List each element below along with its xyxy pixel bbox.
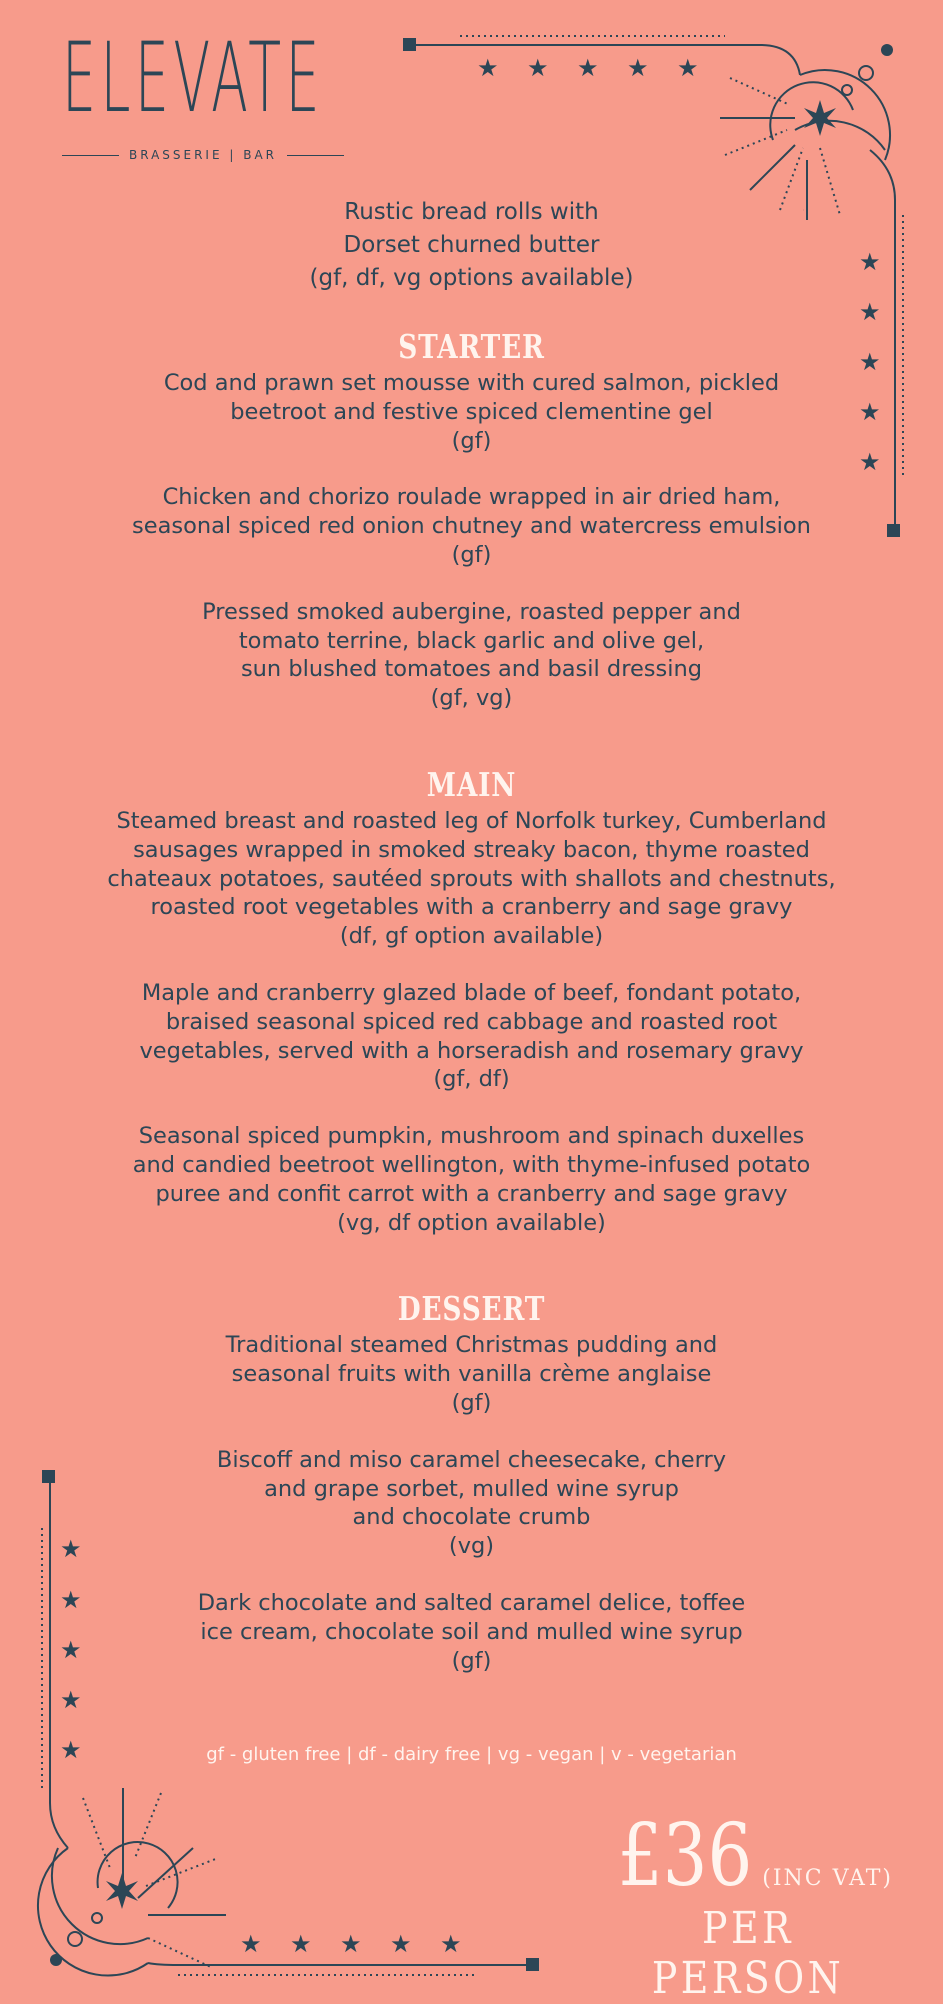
price-block — [598, 1808, 898, 2004]
star-icon: ★ — [859, 448, 881, 476]
star-icon: ★ — [240, 1930, 262, 1958]
bread-course: Rustic bread rolls with Dorset churned butter (gf, df, vg options available) — [309, 199, 634, 291]
star-icon: ★ — [677, 54, 699, 82]
price-amount: £36 — [617, 1806, 753, 1906]
dish-item: Cod and prawn set mousse with cured salmon, pickled beetroot and festive spiced clementine gel (gf) — [163, 370, 780, 454]
starburst-icon — [106, 1873, 138, 1909]
dish-item: Maple and cranberry glazed blade of beef, fondant potato, braised seasonal spiced red cabbage and roasted root vegetables, served with a horseradish and rosemary gravy (gf, df) — [139, 979, 804, 1093]
dish-item: Seasonal spiced pumpkin, mushroom and spinach duxelles and candied beetroot wellington, with thyme-infused potato puree and confit carrot with a cranberry and sage gravy (vg, df option available) — [132, 1123, 811, 1236]
star-icon: ★ — [477, 54, 499, 82]
star-icon: ★ — [60, 1535, 82, 1563]
star-icon: ★ — [60, 1736, 82, 1764]
brand-tagline-row — [62, 148, 344, 162]
square-marker — [887, 524, 900, 537]
star-icon: ★ — [340, 1930, 362, 1958]
divider — [287, 155, 344, 156]
dish-item: Dark chocolate and salted caramel delice, toffee ice cream, chocolate soil and mulled wine syrup (gf) — [197, 1589, 746, 1674]
square-marker — [403, 38, 416, 51]
star-icon: ★ — [60, 1686, 82, 1714]
menu-content — [70, 196, 873, 1675]
section-title-main: MAIN — [426, 764, 517, 804]
square-marker — [42, 1470, 55, 1483]
dish-item: Steamed breast and roasted leg of Norfolk turkey, Cumberland sausages wrapped in smoked streaky bacon, thyme roasted chateaux potatoes, sautéed sprouts with shallots and chestnuts, roasted root vegetables with a cranberry and sage gravy (df, gf option available) — [107, 807, 836, 950]
section-title-starter: STARTER — [398, 327, 545, 366]
dish-item: Pressed smoked aubergine, roasted pepper and tomato terrine, black garlic and olive gel, sun blushed tomatoes and basil dressing (gf, vg) — [202, 598, 741, 712]
star-icon: ★ — [577, 54, 599, 82]
brand-name: ELEVATE — [62, 22, 324, 134]
star-icon: ★ — [859, 248, 881, 276]
price-per-person: PER PERSON — [651, 1903, 845, 2004]
square-marker — [526, 1958, 539, 1971]
brand-tagline: BRASSERIE | BAR — [128, 148, 278, 162]
star-icon: ★ — [60, 1586, 82, 1614]
star-icon: ★ — [527, 54, 549, 82]
star-icon: ★ — [290, 1930, 312, 1958]
dish-item: Chicken and chorizo roulade wrapped in air dried ham, seasonal spiced red onion chutney and watercress emulsion (gf) — [132, 484, 811, 568]
dish-item: Biscoff and miso caramel cheesecake, cherry and grape sorbet, mulled wine syrup and chocolate crumb (vg) — [216, 1446, 727, 1560]
star-icon: ★ — [440, 1930, 462, 1958]
starburst-icon — [804, 100, 836, 136]
price-vat-note: (INC VAT) — [762, 1866, 893, 1891]
star-icon: ★ — [859, 298, 881, 326]
star-icon: ★ — [390, 1930, 412, 1958]
star-icon: ★ — [859, 398, 881, 426]
star-icon: ★ — [627, 54, 649, 82]
star-icon: ★ — [859, 348, 881, 376]
dietary-legend: gf - gluten free | df - dairy free | vg - vegan | v - vegetarian — [206, 1744, 737, 1765]
dish-item: Traditional steamed Christmas pudding and seasonal fruits with vanilla crème anglaise (gf) — [225, 1332, 718, 1416]
star-icon: ★ — [60, 1636, 82, 1664]
section-title-dessert: DESSERT — [397, 1289, 546, 1329]
divider — [62, 155, 119, 156]
